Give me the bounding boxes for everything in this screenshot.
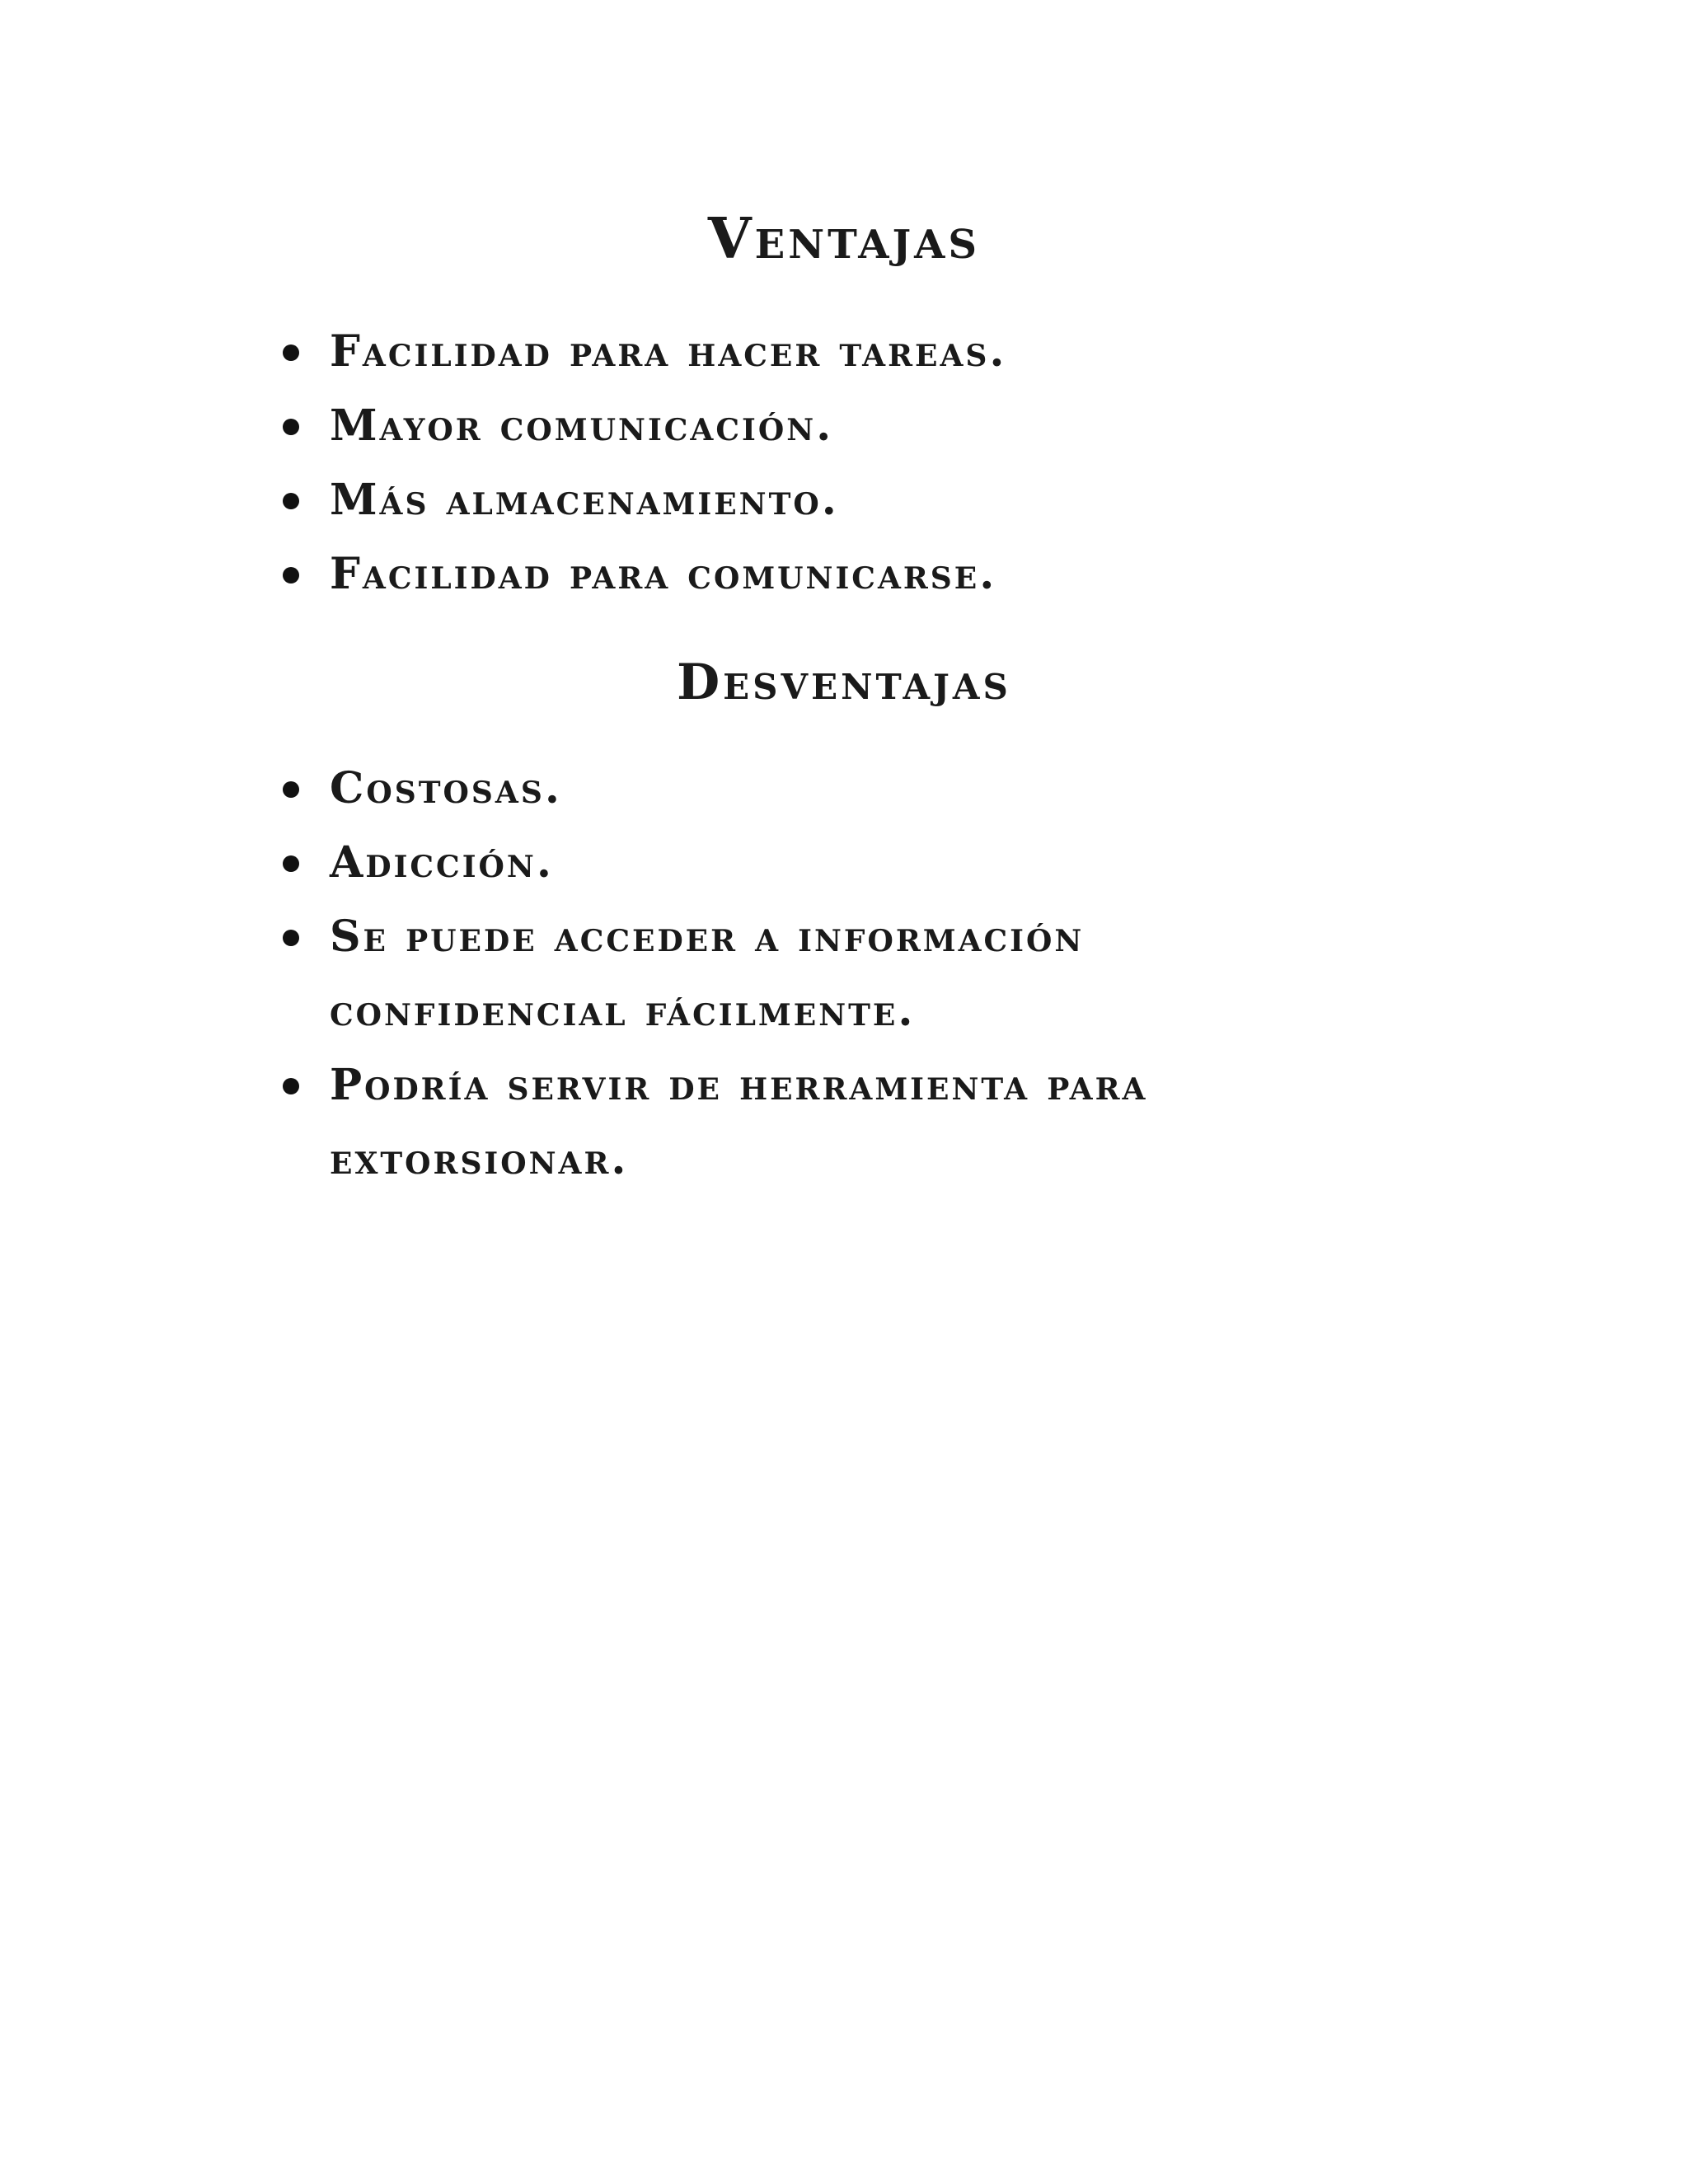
- list-item: [330, 1048, 1319, 1197]
- bullet-icon: [283, 855, 299, 872]
- desventajas-heading: Desventajas: [677, 654, 1011, 711]
- list-item-text: Mayor comunicación.: [330, 401, 834, 451]
- ventajas-heading: Ventajas: [707, 206, 981, 272]
- bullet-icon: [283, 344, 299, 361]
- list-item-text: Podría servir de herramienta para extorsionar.: [330, 1060, 1148, 1184]
- list-item: [330, 315, 1319, 389]
- list-item-text: Adicción.: [330, 837, 554, 888]
- bullet-icon: [283, 781, 299, 798]
- bullet-icon: [283, 1078, 299, 1094]
- list-item: [330, 463, 1319, 537]
- list-item-text: Facilidad para hacer tareas.: [330, 326, 1007, 377]
- list-item: [330, 900, 1319, 1048]
- list-item: [330, 537, 1319, 612]
- list-item-text: Costosas.: [330, 763, 562, 813]
- list-item-text: Se puede acceder a información confidencial fácilmente.: [330, 912, 1085, 1036]
- list-item: [330, 752, 1319, 826]
- list-item-text: Facilidad para comunicarse.: [330, 549, 997, 599]
- list-item: [330, 826, 1319, 900]
- bullet-icon: [283, 493, 299, 509]
- list-item-text: Más almacenamiento.: [330, 475, 839, 525]
- ventajas-list: [330, 315, 1319, 612]
- desventajas-list: [330, 752, 1319, 1197]
- bullet-icon: [283, 930, 299, 946]
- bullet-icon: [283, 419, 299, 435]
- list-item: [330, 389, 1319, 463]
- bullet-icon: [283, 567, 299, 583]
